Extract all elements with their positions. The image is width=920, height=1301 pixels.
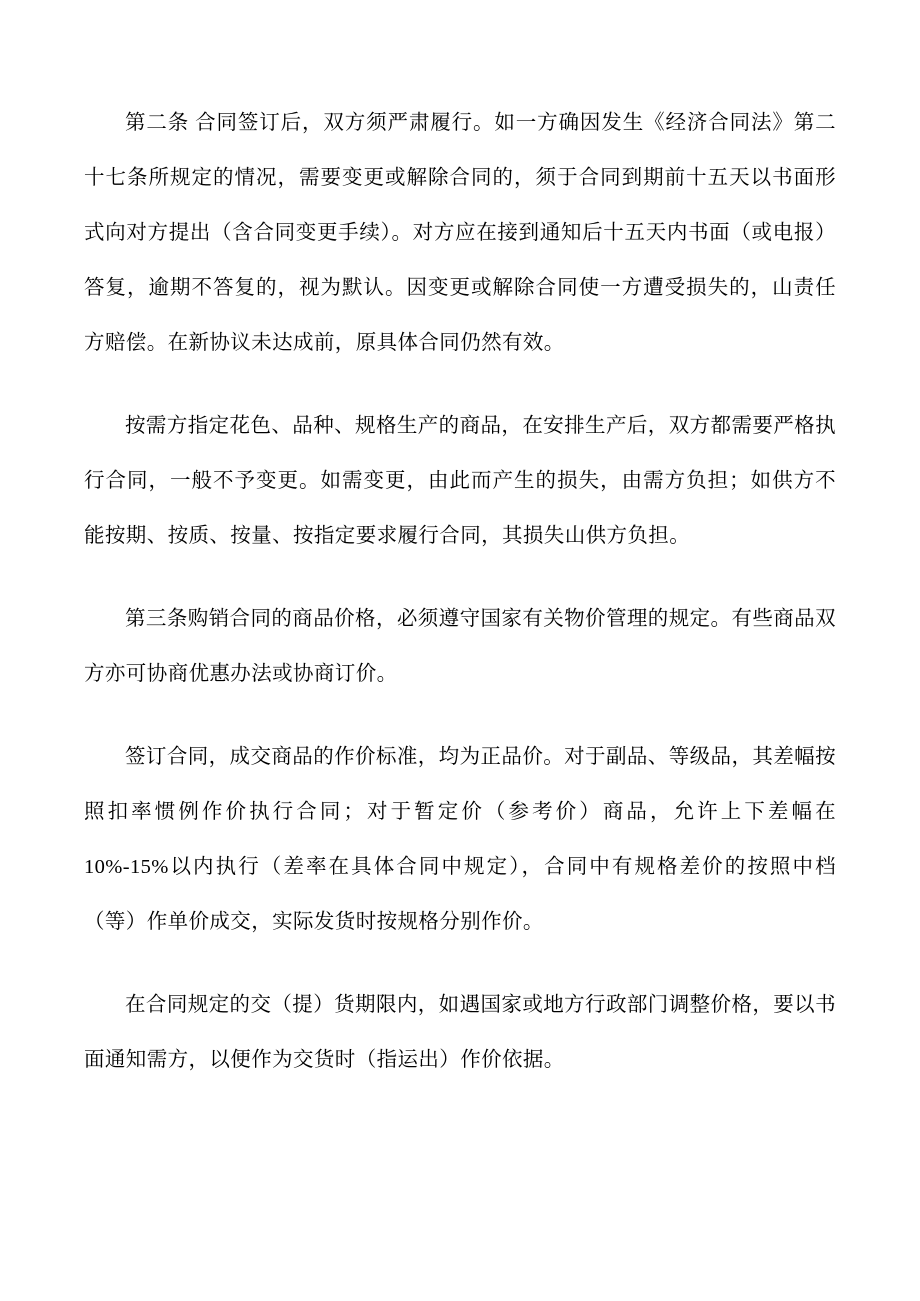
paragraph-clause-two: 第二条 合同签订后，双方须严肃履行。如一方确因发生《经济合同法》第二十七条所规定的情况，需要变更或解除合同的，须于合同到期前十五天以书面形式向对方提出（含合同变更手续）。对方应在接到通知后十五天内书面（或电报）答复，逾期不答复的，视为默认。因变更或解除合同使一方遭受损失的，山责任方赔偿。在新协议未达成前，原具体合同仍然有效。: [84, 112, 836, 354]
paragraph-custom-production: 按需方指定花色、品种、规格生产的商品，在安排生产后，双方都需要严格执行合同，一般不予变更。如需变更，由此而产生的损失，由需方负担；如供方不能按期、按质、按量、按指定要求履行合同，其损失山供方负担。: [84, 415, 836, 547]
paragraph-clause-three: 第三条购销合同的商品价格，必须遵守国家有关物价管理的规定。有些商品双方亦可协商优惠办法或协商订价。: [84, 608, 836, 685]
paragraph-pricing-standard: 签订合同，成交商品的作价标准，均为正品价。对于副品、等级品，其差幅按照扣率惯例作价执行合同；对于暂定价（参考价）商品，允许上下差幅在10%-15%以内执行（差率在具体合同中规定），合同中有规格差价的按照中档（等）作单价成交，实际发货时按规格分别作价。: [84, 746, 836, 933]
document-body: [84, 96, 836, 1088]
paragraph-delivery-period: 在合同规定的交（提）货期限内，如遇国家或地方行政部门调整价格，要以书面通知需方，以便作为交货时（指运出）作价依据。: [84, 994, 836, 1071]
